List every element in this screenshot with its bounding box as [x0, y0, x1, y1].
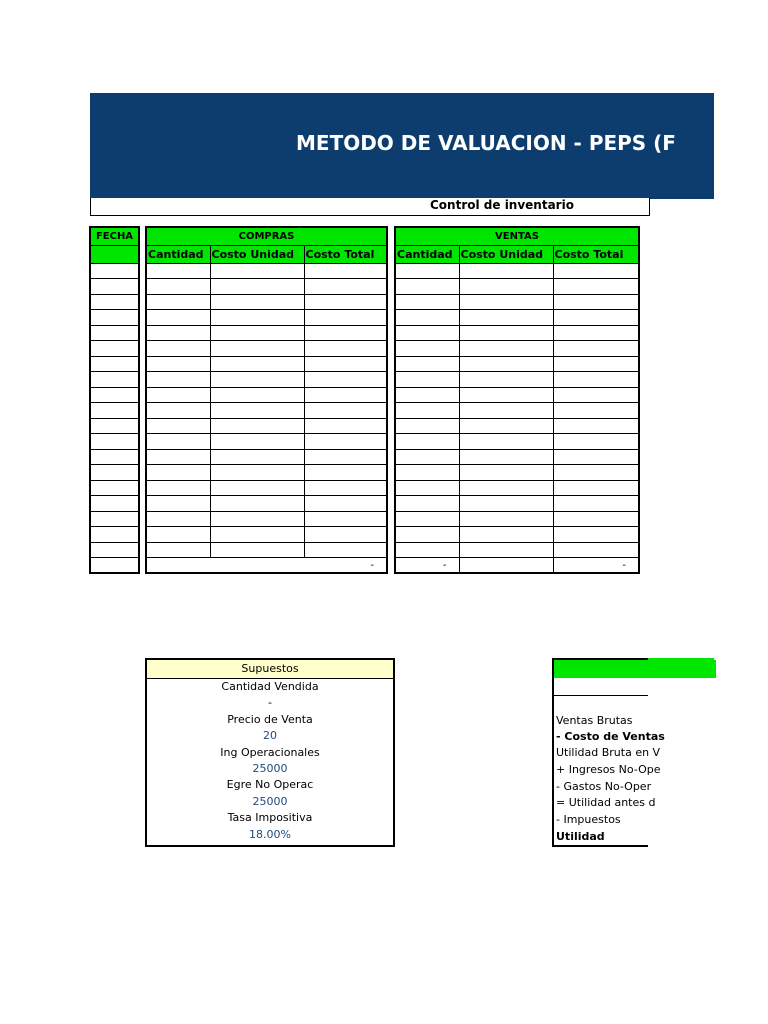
compras-col-cantidad: Cantidad: [146, 245, 210, 263]
resultados-row: Utilidad Bruta en V: [556, 746, 661, 759]
table-cell[interactable]: [90, 434, 139, 450]
table-cell[interactable]: [90, 341, 139, 357]
table-cell[interactable]: [210, 341, 304, 357]
ventas-col-cantidad: Cantidad: [395, 245, 459, 263]
table-cell[interactable]: [90, 496, 139, 512]
table-cell[interactable]: [210, 449, 304, 465]
table-cell[interactable]: [395, 434, 459, 450]
table-cell[interactable]: [90, 511, 139, 527]
supuestos-box: [145, 658, 395, 847]
table-cell[interactable]: [90, 356, 139, 372]
table-cell[interactable]: [146, 310, 210, 326]
table-row: [395, 434, 639, 450]
ventas-col-costo-unidad: Costo Unidad: [459, 245, 553, 263]
table-cell[interactable]: [146, 496, 210, 512]
table-row: [90, 403, 139, 419]
table-cell[interactable]: [304, 449, 387, 465]
table-cell[interactable]: [459, 387, 553, 403]
supuestos-label: Cantidad Vendida: [221, 680, 319, 693]
supuestos-value[interactable]: 20: [263, 729, 277, 743]
table-cell[interactable]: [210, 511, 304, 527]
table-row: [395, 511, 639, 527]
supuestos-label: Ing Operacionales: [220, 745, 320, 759]
table-cell[interactable]: [304, 527, 387, 543]
table-cell[interactable]: [210, 496, 304, 512]
table-row: [146, 325, 387, 341]
table-cell[interactable]: [395, 527, 459, 543]
table-cell[interactable]: [395, 294, 459, 310]
table-cell[interactable]: [553, 372, 639, 388]
table-cell[interactable]: [395, 418, 459, 434]
supuestos-value[interactable]: -: [268, 696, 272, 710]
table-cell[interactable]: [210, 325, 304, 341]
table-cell[interactable]: [210, 294, 304, 310]
table-cell[interactable]: [459, 310, 553, 326]
table-row: [90, 279, 139, 295]
table-row: [146, 387, 387, 403]
title-banner: [90, 93, 714, 199]
fecha-table: [89, 226, 140, 574]
table-cell[interactable]: [304, 403, 387, 419]
table-row: [90, 527, 139, 543]
table-cell[interactable]: [395, 325, 459, 341]
table-cell[interactable]: [210, 372, 304, 388]
table-cell[interactable]: [395, 341, 459, 357]
table-row: [395, 465, 639, 481]
table-row: [146, 341, 387, 357]
table-cell[interactable]: [459, 418, 553, 434]
table-cell[interactable]: [553, 356, 639, 372]
table-row: [395, 496, 639, 512]
table-cell[interactable]: [459, 465, 553, 481]
table-cell[interactable]: [459, 527, 553, 543]
table-row: [146, 418, 387, 434]
table-cell[interactable]: [210, 480, 304, 496]
table-row: [90, 434, 139, 450]
total-row: [395, 558, 639, 574]
table-row: [146, 527, 387, 543]
table-row: [146, 263, 387, 279]
table-cell[interactable]: [553, 263, 639, 279]
table-row: [90, 263, 139, 279]
table-cell[interactable]: [304, 310, 387, 326]
table-row: [395, 418, 639, 434]
table-cell[interactable]: [459, 372, 553, 388]
table-row: [90, 418, 139, 434]
table-row: [146, 465, 387, 481]
resultados-divider: [554, 695, 648, 696]
table-cell[interactable]: [395, 372, 459, 388]
ventas-header: VENTAS: [395, 227, 639, 245]
table-cell[interactable]: [395, 465, 459, 481]
table-cell[interactable]: [553, 480, 639, 496]
resultados-row: - Impuestos: [556, 813, 621, 826]
table-cell[interactable]: [304, 294, 387, 310]
table-cell[interactable]: [553, 341, 639, 357]
table-cell[interactable]: [553, 387, 639, 403]
compras-col-costo-total: Costo Total: [304, 245, 387, 263]
table-cell[interactable]: [553, 325, 639, 341]
table-cell[interactable]: [210, 465, 304, 481]
table-row: [395, 480, 639, 496]
compras-col-costo-unidad: Costo Unidad: [210, 245, 304, 263]
table-cell: [459, 558, 553, 574]
table-row: [146, 403, 387, 419]
table-cell[interactable]: [459, 403, 553, 419]
resultados-row: = Utilidad antes d: [556, 796, 656, 809]
table-cell[interactable]: [395, 279, 459, 295]
table-cell[interactable]: [90, 387, 139, 403]
resultados-row: - Gastos No-Oper: [556, 780, 652, 793]
table-cell[interactable]: [553, 449, 639, 465]
table-cell[interactable]: [146, 542, 210, 558]
table-cell[interactable]: [395, 403, 459, 419]
table-cell[interactable]: [459, 542, 553, 558]
table-cell[interactable]: [90, 263, 139, 279]
table-cell[interactable]: [146, 341, 210, 357]
ventas-col-costo-total: Costo Total: [553, 245, 639, 263]
table-row: [395, 263, 639, 279]
table-cell[interactable]: [395, 480, 459, 496]
resultados-row: Ventas Brutas: [556, 714, 633, 727]
table-cell[interactable]: [146, 434, 210, 450]
table-row: [90, 387, 139, 403]
compras-total: -: [146, 558, 387, 574]
table-cell[interactable]: [304, 356, 387, 372]
table-cell[interactable]: [146, 387, 210, 403]
table-cell[interactable]: [553, 310, 639, 326]
fecha-subheader: [90, 245, 139, 263]
resultados-row: + Ingresos No-Ope: [556, 763, 661, 776]
table-cell[interactable]: [146, 372, 210, 388]
table-cell[interactable]: [395, 542, 459, 558]
table-cell[interactable]: [146, 449, 210, 465]
supuestos-label: Precio de Venta: [227, 712, 313, 726]
table-cell[interactable]: [395, 310, 459, 326]
table-cell[interactable]: [210, 418, 304, 434]
subtitle-bar: [90, 198, 650, 216]
table-cell[interactable]: [459, 480, 553, 496]
table-row: [395, 341, 639, 357]
table-row: [90, 449, 139, 465]
table-cell[interactable]: [210, 403, 304, 419]
table-cell[interactable]: [459, 263, 553, 279]
table-cell[interactable]: [553, 418, 639, 434]
table-row: [90, 325, 139, 341]
table-row: [395, 403, 639, 419]
supuestos-label: Tasa Impositiva: [227, 811, 313, 825]
table-cell[interactable]: [304, 542, 387, 558]
table-row: [90, 465, 139, 481]
table-row: [90, 356, 139, 372]
table-cell[interactable]: [146, 511, 210, 527]
table-row: [146, 511, 387, 527]
table-cell[interactable]: [90, 527, 139, 543]
table-row: [146, 356, 387, 372]
table-cell[interactable]: [553, 279, 639, 295]
table-cell[interactable]: [146, 325, 210, 341]
table-row: [146, 372, 387, 388]
table-cell[interactable]: [210, 279, 304, 295]
table-cell[interactable]: [146, 279, 210, 295]
table-row: [90, 372, 139, 388]
table-cell[interactable]: [395, 449, 459, 465]
table-row: [395, 325, 639, 341]
table-cell[interactable]: [459, 294, 553, 310]
table-cell[interactable]: [395, 387, 459, 403]
table-cell[interactable]: [553, 465, 639, 481]
table-cell[interactable]: [90, 279, 139, 295]
table-cell[interactable]: [459, 341, 553, 357]
table-row: [395, 356, 639, 372]
table-row: [146, 310, 387, 326]
table-cell[interactable]: [304, 279, 387, 295]
table-cell[interactable]: [146, 403, 210, 419]
table-cell[interactable]: [90, 325, 139, 341]
table-cell[interactable]: [459, 449, 553, 465]
table-cell[interactable]: [90, 465, 139, 481]
table-cell[interactable]: [395, 496, 459, 512]
table-cell[interactable]: [304, 341, 387, 357]
table-row: [90, 310, 139, 326]
table-cell[interactable]: [210, 356, 304, 372]
table-cell[interactable]: [90, 480, 139, 496]
table-cell[interactable]: [553, 294, 639, 310]
table-cell[interactable]: [146, 263, 210, 279]
resultados-box: [552, 658, 665, 847]
table-row: [146, 279, 387, 295]
supuestos-value[interactable]: 25000: [252, 761, 288, 775]
table-cell[interactable]: [304, 465, 387, 481]
table-row: [90, 294, 139, 310]
resultados-row: Utilidad: [556, 830, 605, 843]
table-cell[interactable]: [304, 387, 387, 403]
page-title: METODO DE VALUACION - PEPS (F: [296, 131, 676, 155]
table-cell[interactable]: [304, 418, 387, 434]
table-cell[interactable]: [146, 294, 210, 310]
table-cell[interactable]: [304, 434, 387, 450]
table-cell[interactable]: [304, 511, 387, 527]
table-cell[interactable]: [459, 325, 553, 341]
table-cell[interactable]: [90, 542, 139, 558]
table-cell[interactable]: [146, 465, 210, 481]
table-cell[interactable]: [304, 496, 387, 512]
resultados-header: [554, 660, 716, 678]
table-row: [90, 480, 139, 496]
table-cell[interactable]: [90, 403, 139, 419]
table-row: [146, 496, 387, 512]
table-cell[interactable]: [459, 356, 553, 372]
supuestos-value[interactable]: 18.00%: [249, 827, 291, 841]
table-row: [90, 341, 139, 357]
compras-table: [145, 226, 388, 574]
table-cell[interactable]: [553, 527, 639, 543]
table-row: [146, 294, 387, 310]
compras-header: COMPRAS: [146, 227, 387, 245]
subtitle: Control de inventario: [430, 198, 574, 212]
table-cell[interactable]: [146, 418, 210, 434]
table-cell[interactable]: [553, 542, 639, 558]
table-cell[interactable]: [553, 434, 639, 450]
table-cell[interactable]: [395, 356, 459, 372]
table-row: [90, 511, 139, 527]
table-row: [395, 527, 639, 543]
table-cell[interactable]: [210, 387, 304, 403]
ventas-table: [394, 226, 640, 574]
table-row: [395, 542, 639, 558]
table-cell[interactable]: [459, 511, 553, 527]
table-cell[interactable]: [553, 511, 639, 527]
table-cell[interactable]: [90, 558, 139, 574]
supuestos-label: Egre No Operac: [226, 778, 314, 792]
table-row: [395, 449, 639, 465]
table-cell[interactable]: [304, 372, 387, 388]
ventas-total-cantidad: -: [395, 558, 459, 574]
table-cell[interactable]: [304, 480, 387, 496]
table-cell[interactable]: [90, 418, 139, 434]
ventas-total-costo: -: [553, 558, 639, 574]
table-cell[interactable]: [395, 263, 459, 279]
table-row: [90, 496, 139, 512]
resultados-row: - Costo de Ventas: [556, 730, 665, 743]
table-cell[interactable]: [553, 403, 639, 419]
table-cell[interactable]: [90, 310, 139, 326]
table-cell[interactable]: [90, 449, 139, 465]
table-cell[interactable]: [395, 511, 459, 527]
fecha-header: FECHA: [90, 227, 139, 245]
table-row: [146, 542, 387, 558]
table-cell[interactable]: [553, 496, 639, 512]
table-row: [395, 387, 639, 403]
table-cell[interactable]: [459, 279, 553, 295]
table-cell[interactable]: [146, 356, 210, 372]
table-cell[interactable]: [90, 294, 139, 310]
table-cell[interactable]: [210, 310, 304, 326]
table-row: [395, 372, 639, 388]
table-row: [146, 480, 387, 496]
table-cell[interactable]: [304, 325, 387, 341]
total-row: [146, 558, 387, 574]
table-cell[interactable]: [146, 527, 210, 543]
table-row: [395, 279, 639, 295]
table-cell[interactable]: [90, 372, 139, 388]
table-cell[interactable]: [146, 480, 210, 496]
total-row: [90, 558, 139, 574]
table-row: [146, 449, 387, 465]
table-cell[interactable]: [210, 542, 304, 558]
supuestos-value[interactable]: 25000: [252, 794, 288, 808]
table-row: [90, 542, 139, 558]
table-cell[interactable]: [210, 434, 304, 450]
table-cell[interactable]: [210, 527, 304, 543]
table-row: [395, 294, 639, 310]
table-row: [146, 434, 387, 450]
table-cell[interactable]: [304, 263, 387, 279]
table-cell[interactable]: [210, 263, 304, 279]
table-row: [395, 310, 639, 326]
supuestos-header: Supuestos: [147, 660, 393, 679]
table-cell[interactable]: [459, 434, 553, 450]
table-cell[interactable]: [459, 496, 553, 512]
